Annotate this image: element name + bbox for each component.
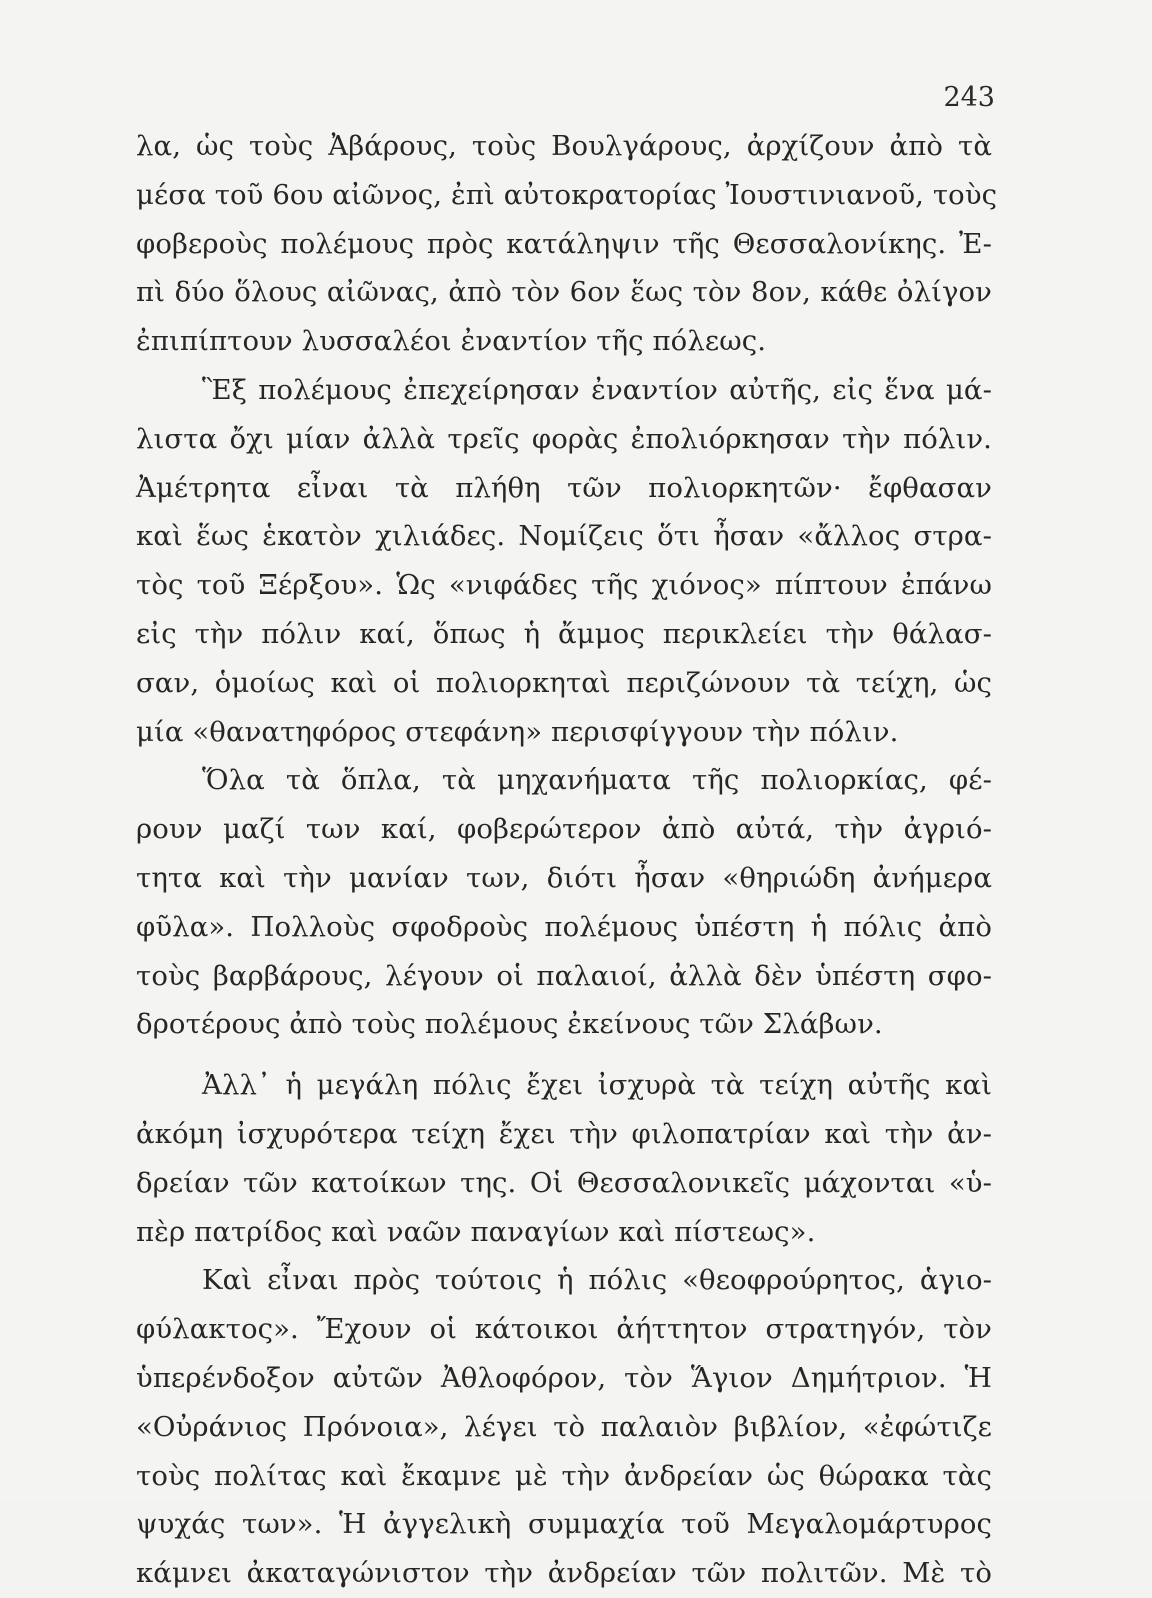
text-line: φοβεροὺς πολέμους πρὸς κατάληψιν τῆς Θεσσαλονίκης. Ἐ- — [136, 227, 992, 260]
text-line: τητα καὶ τὴν μανίαν των, διότι ἦσαν «θηριώδη ἀνήμερα — [136, 861, 992, 894]
text-line: πὲρ πατρίδος καὶ ναῶν παναγίων καὶ πίστεως». — [136, 1215, 816, 1248]
text-line: τοὺς βαρβάρους, λέγουν οἱ παλαιοί, ἀλλὰ δὲν ὑπέστη σφο- — [136, 959, 992, 992]
text-line: ρουν μαζί των καί, φοβερώτερον ἀπὸ αὐτά, τὴν ἀγριό- — [136, 813, 992, 846]
text-line: μία «θανατηφόρος στεφάνη» περισφίγγουν τὴν πόλιν. — [136, 715, 899, 748]
page-number: 243 — [943, 82, 995, 113]
text-line: μέσα τοῦ 6ου αἰῶνος, ἐπὶ αὐτοκρατορίας Ἰουστινιανοῦ, τοὺς — [136, 178, 998, 211]
text-line: τὸς τοῦ Ξέρξου». Ὡς «νιφάδες τῆς χιόνος» πίπτουν ἐπάνω — [136, 569, 992, 602]
text-line: Ἀμέτρητα εἶναι τὰ πλήθη τῶν πολιορκητῶν· ἔφθασαν — [136, 471, 992, 504]
text-line: ψυχάς των». Ἡ ἀγγελικὴ συμμαχία τοῦ Μεγαλομάρτυρος — [136, 1508, 992, 1541]
text-line: Καὶ εἶναι πρὸς τούτοις ἡ πόλις «θεοφρούρητος, ἁγιο- — [202, 1264, 992, 1297]
text-line: Ἓξ πολέμους ἐπεχείρησαν ἐναντίον αὐτῆς, εἰς ἕνα μά- — [202, 373, 992, 406]
paragraph-5 — [136, 1256, 992, 1598]
text-line: κάμνει ἀκαταγώνιστον τὴν ἀνδρείαν τῶν πολιτῶν. Μὲ τὸ — [136, 1557, 992, 1590]
paragraph-2 — [136, 366, 992, 756]
text-line: Ἀλλ᾽ ἡ μεγάλη πόλις ἔχει ἰσχυρὰ τὰ τείχη αὐτῆς καὶ — [202, 1069, 992, 1102]
text-line: λα, ὡς τοὺς Ἀβάρους, τοὺς Βουλγάρους, ἀρχίζουν ἀπὸ τὰ — [136, 130, 992, 162]
text-line: φύλακτος». Ἔχουν οἱ κάτοικοι ἀήττητον στρατηγόν, τὸν — [136, 1313, 992, 1346]
paragraph-gap — [136, 1049, 992, 1061]
text-line: πὶ δύο ὅλους αἰῶνας, ἀπὸ τὸν 6ον ἕως τὸν 8ον, κάθε ὀλίγον — [136, 276, 992, 309]
text-line: λιστα ὄχι μίαν ἀλλὰ τρεῖς φορὰς ἐπολιόρκησαν τὴν πόλιν. — [136, 422, 992, 455]
text-line: ἐπιπίπτουν λυσσαλέοι ἐναντίον τῆς πόλεως. — [136, 325, 767, 358]
paragraph-1 — [136, 122, 998, 366]
paragraph-3 — [136, 756, 992, 1049]
text-line: δρείαν τῶν κατοίκων της. Οἱ Θεσσαλονικεῖς μάχονται «ὑ- — [136, 1166, 992, 1199]
text-line: δροτέρους ἀπὸ τοὺς πολέμους ἐκείνους τῶν Σλάβων. — [136, 1008, 883, 1041]
paragraph-4 — [136, 1061, 992, 1256]
text-line: Ὅλα τὰ ὅπλα, τὰ μηχανήματα τῆς πολιορκίας, φέ- — [202, 764, 992, 797]
text-line: ὑπερένδοξον αὐτῶν Ἀθλοφόρον, τὸν Ἅγιον Δημήτριον. Ἡ — [136, 1361, 992, 1394]
text-line: σαν, ὁμοίως καὶ οἱ πολιορκηταὶ περιζώνουν τὰ τείχη, ὡς — [136, 666, 992, 699]
text-line: καὶ ἕως ἑκατὸν χιλιάδες. Νομίζεις ὅτι ἦσαν «ἄλλος στρα- — [136, 520, 992, 553]
body-text — [136, 122, 998, 1598]
text-line: φῦλα». Πολλοὺς σφοδροὺς πολέμους ὑπέστη ἡ πόλις ἀπὸ — [136, 910, 992, 943]
text-line: τοὺς πολίτας καὶ ἔκαμνε μὲ τὴν ἀνδρείαν ὡς θώρακα τὰς — [136, 1459, 992, 1492]
text-line: ἀκόμη ἰσχυρότερα τείχη ἔχει τὴν φιλοπατρίαν καὶ τὴν ἀν- — [136, 1117, 992, 1150]
text-line: εἰς τὴν πόλιν καί, ὅπως ἡ ἄμμος περικλείει τὴν θάλασ- — [136, 617, 992, 650]
text-line: «Οὐράνιος Πρόνοια», λέγει τὸ παλαιὸν βιβλίον, «ἐφώτιζε — [136, 1410, 992, 1443]
